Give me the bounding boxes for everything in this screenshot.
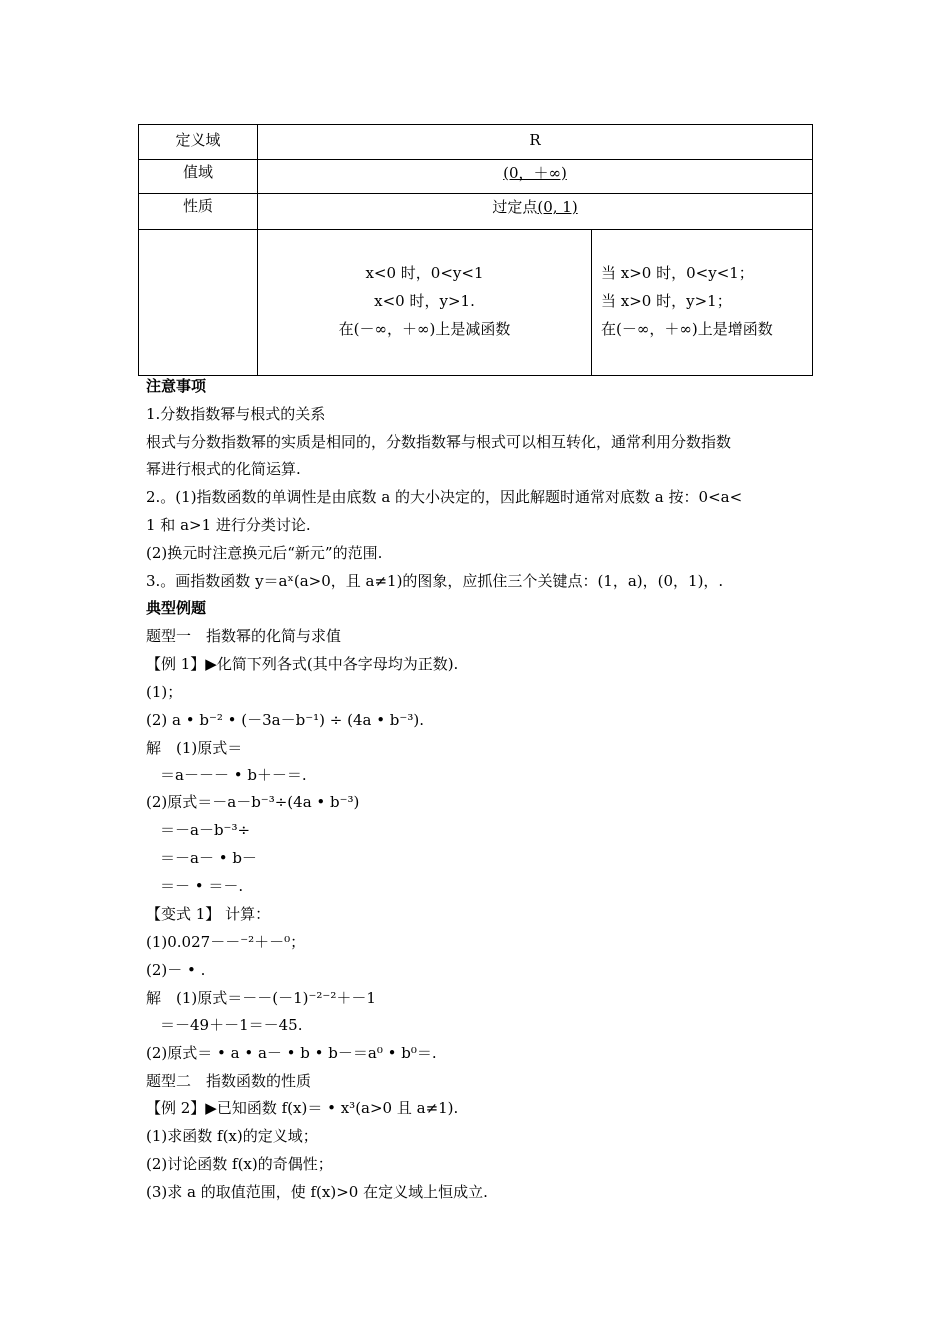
range-label: 值域 [182,163,213,181]
example-1-prompt: 【例 1】▶化简下列各式(其中各字母均为正数). [146,655,459,673]
fixed-point-value: 过定点(0, 1) [492,198,578,216]
decreasing-case [258,259,591,343]
table-row-divider [139,229,812,230]
increasing-case-line-2: 当 x>0 时，y>1； [601,292,732,310]
type-1-heading: 题型一 指数幂的化简与求值 [146,627,342,645]
note-3-line: 3.。画指数函数 y＝aˣ(a>0，且 a≠1)的图象，应抓住三个关键点：(1，a)，(0，1)，. [146,572,724,590]
solution-1-step-1: 解 (1)原式＝ [146,739,243,757]
example-2-part-3: (3)求 a 的取值范围，使 f(x)>0 在定义域上恒成立. [146,1183,488,1201]
solution-2-step-2: ＝－49＋－1＝－45. [160,1016,303,1034]
solution-1-step-5: ＝－a－ • b－ [160,849,257,867]
example-2-part-1: (1)求函数 f(x)的定义域； [146,1127,318,1145]
variant-1-part-2: (2)－ • . [146,961,206,979]
notes-heading: 注意事项 [146,377,207,395]
increasing-case-line-1: 当 x>0 时，0<y<1； [601,264,754,282]
table-row-divider [139,193,812,194]
example-2-part-2: (2)讨论函数 f(x)的奇偶性； [146,1155,333,1173]
note-2-line-3: (2)换元时注意换元后“新元”的范围. [146,544,383,562]
domain-value: R [529,131,541,149]
variant-1-prompt: 【变式 1】 计算： [146,905,271,923]
examples-heading: 典型例题 [146,599,207,617]
example-2-prompt: 【例 2】▶已知函数 f(x)＝ • x³(a>0 且 a≠1). [146,1099,459,1117]
range-value: (0，＋∞) [503,164,567,182]
note-1-body-line-1: 根式与分数指数幂的实质是相同的，分数指数幂与根式可以相互转化，通常利用分数指数 [146,433,732,451]
example-1-part-2: (2) a • b⁻² • (－3a－b⁻¹) ÷ (4a • b⁻³). [146,711,424,729]
example-1-part-1: (1)； [146,683,183,701]
solution-1-step-2: ＝a－－－ • b＋－＝. [160,766,307,784]
decreasing-case-line-3: 在(－∞，＋∞)上是减函数 [338,320,511,338]
exponential-function-properties-table [138,124,813,376]
solution-1-step-3: (2)原式＝－a－b⁻³÷(4a • b⁻³) [146,793,360,811]
note-2-line-1: 2.。(1)指数函数的单调性是由底数 a 的大小决定的，因此解题时通常对底数 a 按：0<a< [146,488,743,506]
decreasing-case-line-1: x<0 时，0<y<1 [365,264,484,282]
note-2-line-2: 1 和 a>1 进行分类讨论. [146,516,311,534]
note-1-body-line-2: 幂进行根式的化简运算. [146,460,301,478]
increasing-case [601,259,813,343]
type-2-heading: 题型二 指数函数的性质 [146,1072,312,1090]
domain-label: 定义域 [175,131,221,149]
decreasing-case-line-2: x<0 时，y>1. [374,292,475,310]
solution-1-step-4: ＝－a－b⁻³÷ [160,821,251,839]
solution-1-step-6: ＝－ • ＝－. [160,877,244,895]
variant-1-part-1: (1)0.027－－⁻²＋－⁰； [146,933,306,951]
note-1-title: 1.分数指数幂与根式的关系 [146,405,326,423]
increasing-case-line-3: 在(－∞，＋∞)上是增函数 [601,320,773,338]
solution-2-step-1: 解 (1)原式＝－－(－1)⁻²⁻²＋－1 [146,989,376,1007]
table-row-divider [139,159,812,160]
property-label: 性质 [182,197,213,215]
solution-2-step-3: (2)原式＝ • a • a－ • b • b－＝a⁰ • b⁰＝. [146,1044,437,1062]
table-case-divider [591,229,592,375]
